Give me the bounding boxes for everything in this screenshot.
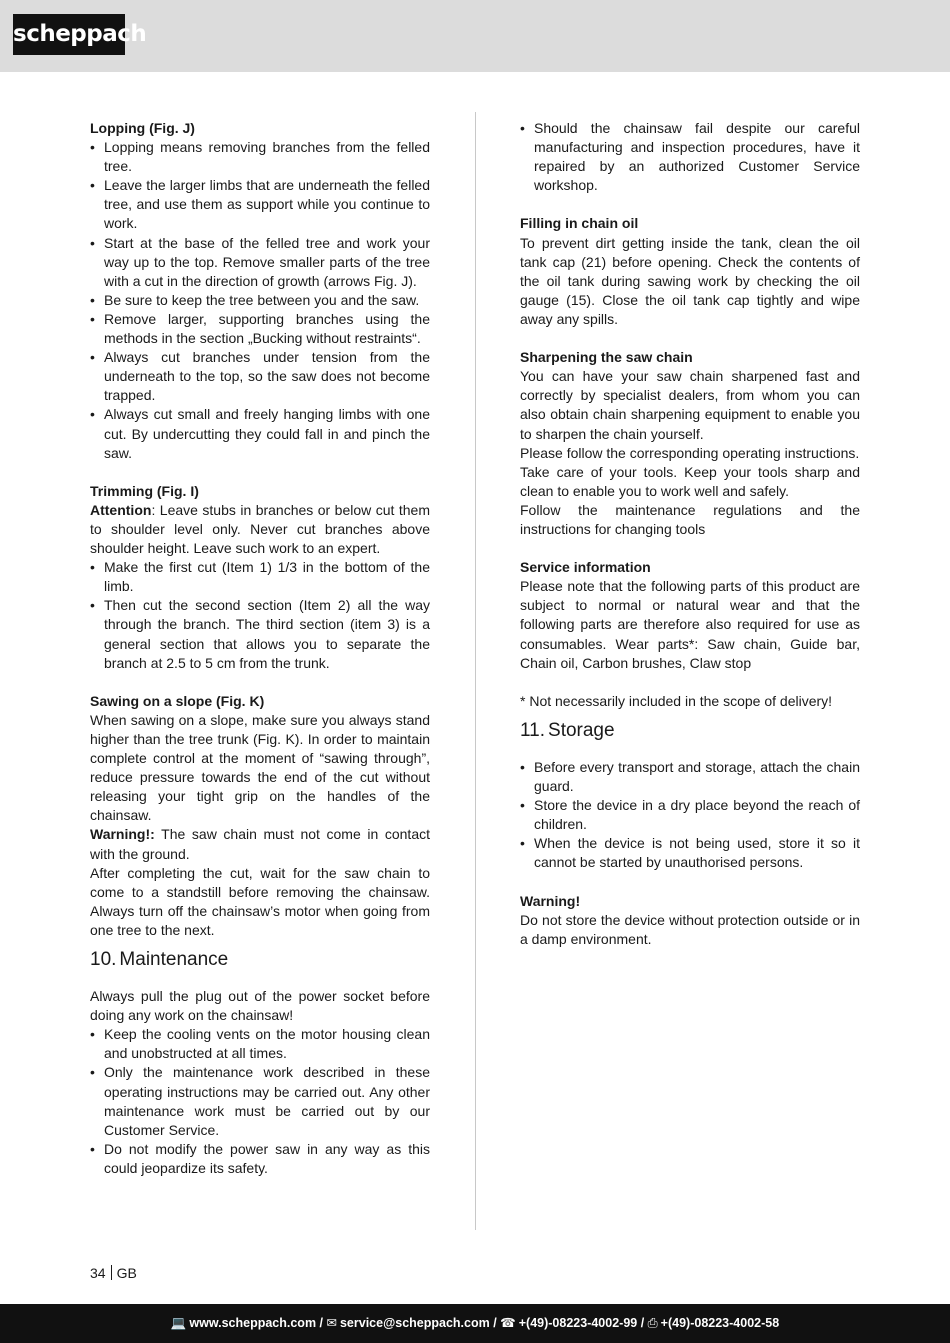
sharpening-paragraph: Please follow the corresponding operating instructions. xyxy=(520,444,860,461)
list-item: • Then cut the second section (Item 2) all the way through the branch. The third section (item 3) is a general section that allows you to separate the branch at 2.5 to 5 cm from the trunk. xyxy=(90,596,430,672)
separator: / xyxy=(316,1316,327,1330)
separator: / xyxy=(489,1316,501,1330)
filling-text: To prevent dirt getting inside the tank, clean the oil tank cap (21) before opening. Check the contents of the oil tank during sawing work by checking the oil gauge (15). Close the oil tank cap tightly and wipe away any spills. xyxy=(520,234,860,327)
service-text: Please note that the following parts of this product are subject to normal or natural wear and that the following parts are therefore also required for use as consumables. Wear parts*: Saw chain, Guide bar, Chain oil, Carbon brushes, Claw stop xyxy=(520,578,860,671)
fax-icon: ⎙ xyxy=(647,1316,658,1330)
slope-heading: Sawing on a slope (Fig. K) xyxy=(90,692,265,709)
website-link[interactable]: www.scheppach.com xyxy=(189,1316,317,1330)
list-item: • Be sure to keep the tree between you and the saw. xyxy=(90,291,430,310)
sharpening-heading: Sharpening the saw chain xyxy=(520,349,693,366)
storage-warning-heading: Warning! xyxy=(520,892,581,909)
left-column xyxy=(90,119,430,1178)
warning-label: Warning!: xyxy=(90,826,155,843)
sharpening-paragraph: Follow the maintenance regulations and the instructions for changing tools xyxy=(520,501,860,537)
trimming-list xyxy=(90,558,430,673)
phone-number: +(49)-08223-4002-99 xyxy=(518,1316,638,1330)
maintenance-section-title xyxy=(90,948,430,972)
trimming-attention xyxy=(90,501,430,558)
service-failure-list xyxy=(520,119,860,195)
fax-number: +(49)-08223-4002-58 xyxy=(660,1316,780,1330)
filling-heading: Filling in chain oil xyxy=(520,215,639,232)
list-item: • Do not modify the power saw in any way as this could jeopardize its safety. xyxy=(90,1140,430,1178)
scheppach-logo: scheppach xyxy=(13,14,125,55)
list-item: • Keep the cooling vents on the motor housing clean and unobstructed at all times. xyxy=(90,1025,430,1063)
list-item: • Leave the larger limbs that are underneath the felled tree, and use them as support while you continue to work. xyxy=(90,176,430,233)
list-item: • Make the first cut (Item 1) 1/3 in the bottom of the limb. xyxy=(90,558,430,596)
maintenance-list xyxy=(90,1025,430,1178)
sharpening-paragraph: Take care of your tools. Keep your tools sharp and clean to enable you to work well and safely. xyxy=(520,463,860,499)
page-number xyxy=(90,1264,137,1283)
contact-footer xyxy=(0,1304,950,1343)
storage-list xyxy=(520,758,860,873)
trimming-heading: Trimming (Fig. I) xyxy=(90,482,199,499)
list-item: • Lopping means removing branches from the felled tree. xyxy=(90,138,430,176)
phone-icon: ☎ xyxy=(500,1316,516,1330)
storage-warning-text: Do not store the device without protection outside or in a damp environment. xyxy=(520,911,860,947)
computer-icon: 💻 xyxy=(170,1316,187,1330)
attention-text: : Leave stubs in branches or below cut them to shoulder level only. Never cut branches above shoulder height. Leave such work to an expert. xyxy=(90,501,430,557)
column-divider xyxy=(475,112,476,1230)
section-title: Storage xyxy=(548,719,615,741)
page-num: 34 xyxy=(90,1265,106,1281)
section-title: Maintenance xyxy=(119,949,229,971)
list-item: • Store the device in a dry place beyond the reach of children. xyxy=(520,796,860,834)
page-separator xyxy=(111,1265,112,1280)
lopping-list xyxy=(90,138,430,463)
slope-paragraph: When sawing on a slope, make sure you always stand higher than the tree trunk (Fig. K). In order to maintain complete control at the moment of “sawing through”, reduce pressure towards the end of the cut without releasing your tight grip on the handles of the chainsaw. xyxy=(90,711,430,824)
warning-text: The saw chain must not come in contact with the ground. xyxy=(90,826,430,862)
sharpening-paragraph: You can have your saw chain sharpened fast and correctly by specialist dealers, from whom you can also obtain chain sharpening equipment to enable you to sharpen the chain yourself. xyxy=(520,368,860,442)
list-item: • Before every transport and storage, attach the chain guard. xyxy=(520,758,860,796)
section-number: 11. xyxy=(520,719,546,741)
list-item: • Remove larger, supporting branches using the methods in the section „Bucking without restraints“. xyxy=(90,310,430,348)
right-column xyxy=(520,119,860,949)
email-link[interactable]: service@scheppach.com xyxy=(339,1316,490,1330)
service-heading: Service information xyxy=(520,559,651,576)
mail-icon: ✉ xyxy=(326,1316,337,1330)
list-item: • Always cut branches under tension from the underneath to the top, so the saw does not become trapped. xyxy=(90,348,430,405)
storage-section-title xyxy=(520,719,860,743)
slope-warning xyxy=(90,825,430,863)
separator: / xyxy=(637,1316,648,1330)
service-note: * Not necessarily included in the scope of delivery! xyxy=(520,692,833,709)
list-item: • When the device is not being used, store it so it cannot be started by unauthorised persons. xyxy=(520,834,860,872)
header-bar xyxy=(0,0,950,72)
list-item: • Only the maintenance work described in these operating instructions may be carried out. Any other maintenance work must be carried out by our Customer Service. xyxy=(90,1063,430,1139)
list-item: • Start at the base of the felled tree and work your way up to the top. Remove smaller parts of the tree with a cut in the direction of growth (arrows Fig. J). xyxy=(90,234,430,291)
language-code: GB xyxy=(116,1265,137,1281)
slope-paragraph-2: After completing the cut, wait for the saw chain to come to a standstill before removing the chainsaw. Always turn off the chainsaw’s motor when going from one tree to the next. xyxy=(90,864,430,938)
section-number: 10. xyxy=(90,949,117,971)
list-item: • Always cut small and freely hanging limbs with one cut. By undercutting they could fall in and pinch the saw. xyxy=(90,405,430,462)
lopping-heading: Lopping (Fig. J) xyxy=(90,120,195,136)
list-item: • Should the chainsaw fail despite our careful manufacturing and inspection procedures, have it repaired by an authorized Customer Service workshop. xyxy=(520,119,860,195)
maintenance-intro: Always pull the plug out of the power socket before doing any work on the chainsaw! xyxy=(90,988,430,1024)
attention-label: Attention xyxy=(90,501,152,518)
